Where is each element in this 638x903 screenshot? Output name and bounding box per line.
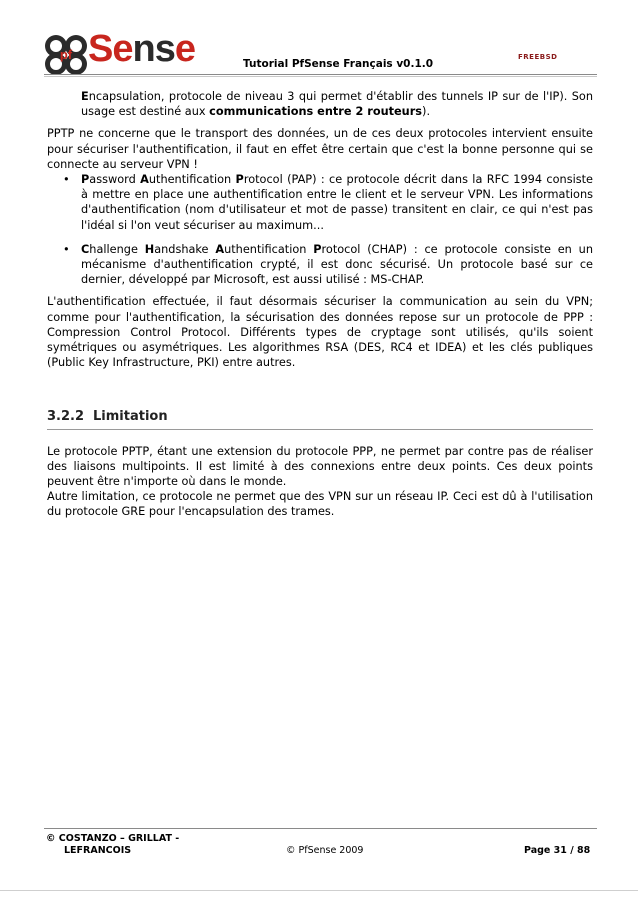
section-title: Limitation xyxy=(93,409,168,425)
list-item-pap: • Password Authentification Protocol (PAP) : ce protocole décrit dans la RFC 1994 consiste à mettre en place une authentification entre le client et le serveur VPN. Les informations d'authentification (nom d'utilisateur et mot de passe) transitent en clair, ce qui n'est pas l'idéal si l'on veut sécuriser au maximum... xyxy=(63,173,593,232)
list-item-chap: • Challenge Handshake Authentification Protocol (CHAP) : ce protocole consiste en un mécanisme d'authentification crypté, il est donc sécurisé. Un protocole basé sur ce dernier, développé par Microsoft, est aussi utilisé : MS-CHAP. xyxy=(63,242,593,287)
auth-protocol-list xyxy=(47,172,593,287)
footer-copyright: © PfSense 2009 xyxy=(286,845,364,856)
page-header xyxy=(0,0,638,80)
document-title: Tutorial PfSense Français v0.1.0 xyxy=(243,58,434,70)
paragraph-limitation-1: Le protocole PPTP, étant une extension du protocole PPP, ne permet par contre pas de réaliser des liaisons multipoints. Il est limité à des connexions entre deux points. Ces deux points peuvent être n'importe où dans le monde. xyxy=(47,444,593,489)
paragraph-encryption: L'authentification effectuée, il faut désormais sécuriser la communication au sein du VPN; comme pour l'authentification, la sécurisation des données repose sur un protocole de PPP : Compression Control Protocol. Différents types de cryptage sont utilisés, qu'ils soient symétriques ou asymétriques. Les algorithmes RSA (DES, RC4 et IDEA) et les clés publiques (Public Key Infrastructure, PKI) entre autres. xyxy=(47,295,593,370)
paragraph-limitation-2: Autre limitation, ce protocole ne permet que des VPN sur un réseau IP. Ceci est dû à l'utilisation du protocole GRE pour l'encapsulation des trames. xyxy=(47,490,593,519)
header-divider-light xyxy=(44,76,597,77)
footer-authors: © COSTANZO – GRILLAT - LEFRANCOIS xyxy=(46,833,180,856)
logo-pf-text: pf xyxy=(59,47,73,62)
section-number: 3.2.2 xyxy=(47,409,85,425)
pfsense-logo xyxy=(42,28,195,78)
freebsd-logo: FREEBSD xyxy=(518,53,558,61)
pf-logo-icon xyxy=(42,32,90,76)
paragraph-pptp: PPTP ne concerne que le transport des données, un de ces deux protocoles intervient ensuite pour sécuriser l'authentification, il faut en effet être certain que c'est la bonne personne qui se connecte au serveur VPN ! xyxy=(47,127,593,171)
header-divider xyxy=(44,74,597,75)
page-bottom-edge xyxy=(0,890,638,891)
logo-wordmark: Sense xyxy=(88,28,195,70)
page-content xyxy=(47,89,593,520)
bullet: • xyxy=(63,173,70,187)
intro-continuation: Encapsulation, protocole de niveau 3 qui permet d'établir des tunnels IP sur de l'IP). Son usage est destiné aux communications entre 2 routeurs). xyxy=(81,90,593,119)
bullet: • xyxy=(63,242,70,256)
section-heading xyxy=(47,409,593,429)
footer-divider xyxy=(44,828,597,829)
page-number: Page 31 / 88 xyxy=(524,845,591,856)
page-footer xyxy=(0,828,638,903)
